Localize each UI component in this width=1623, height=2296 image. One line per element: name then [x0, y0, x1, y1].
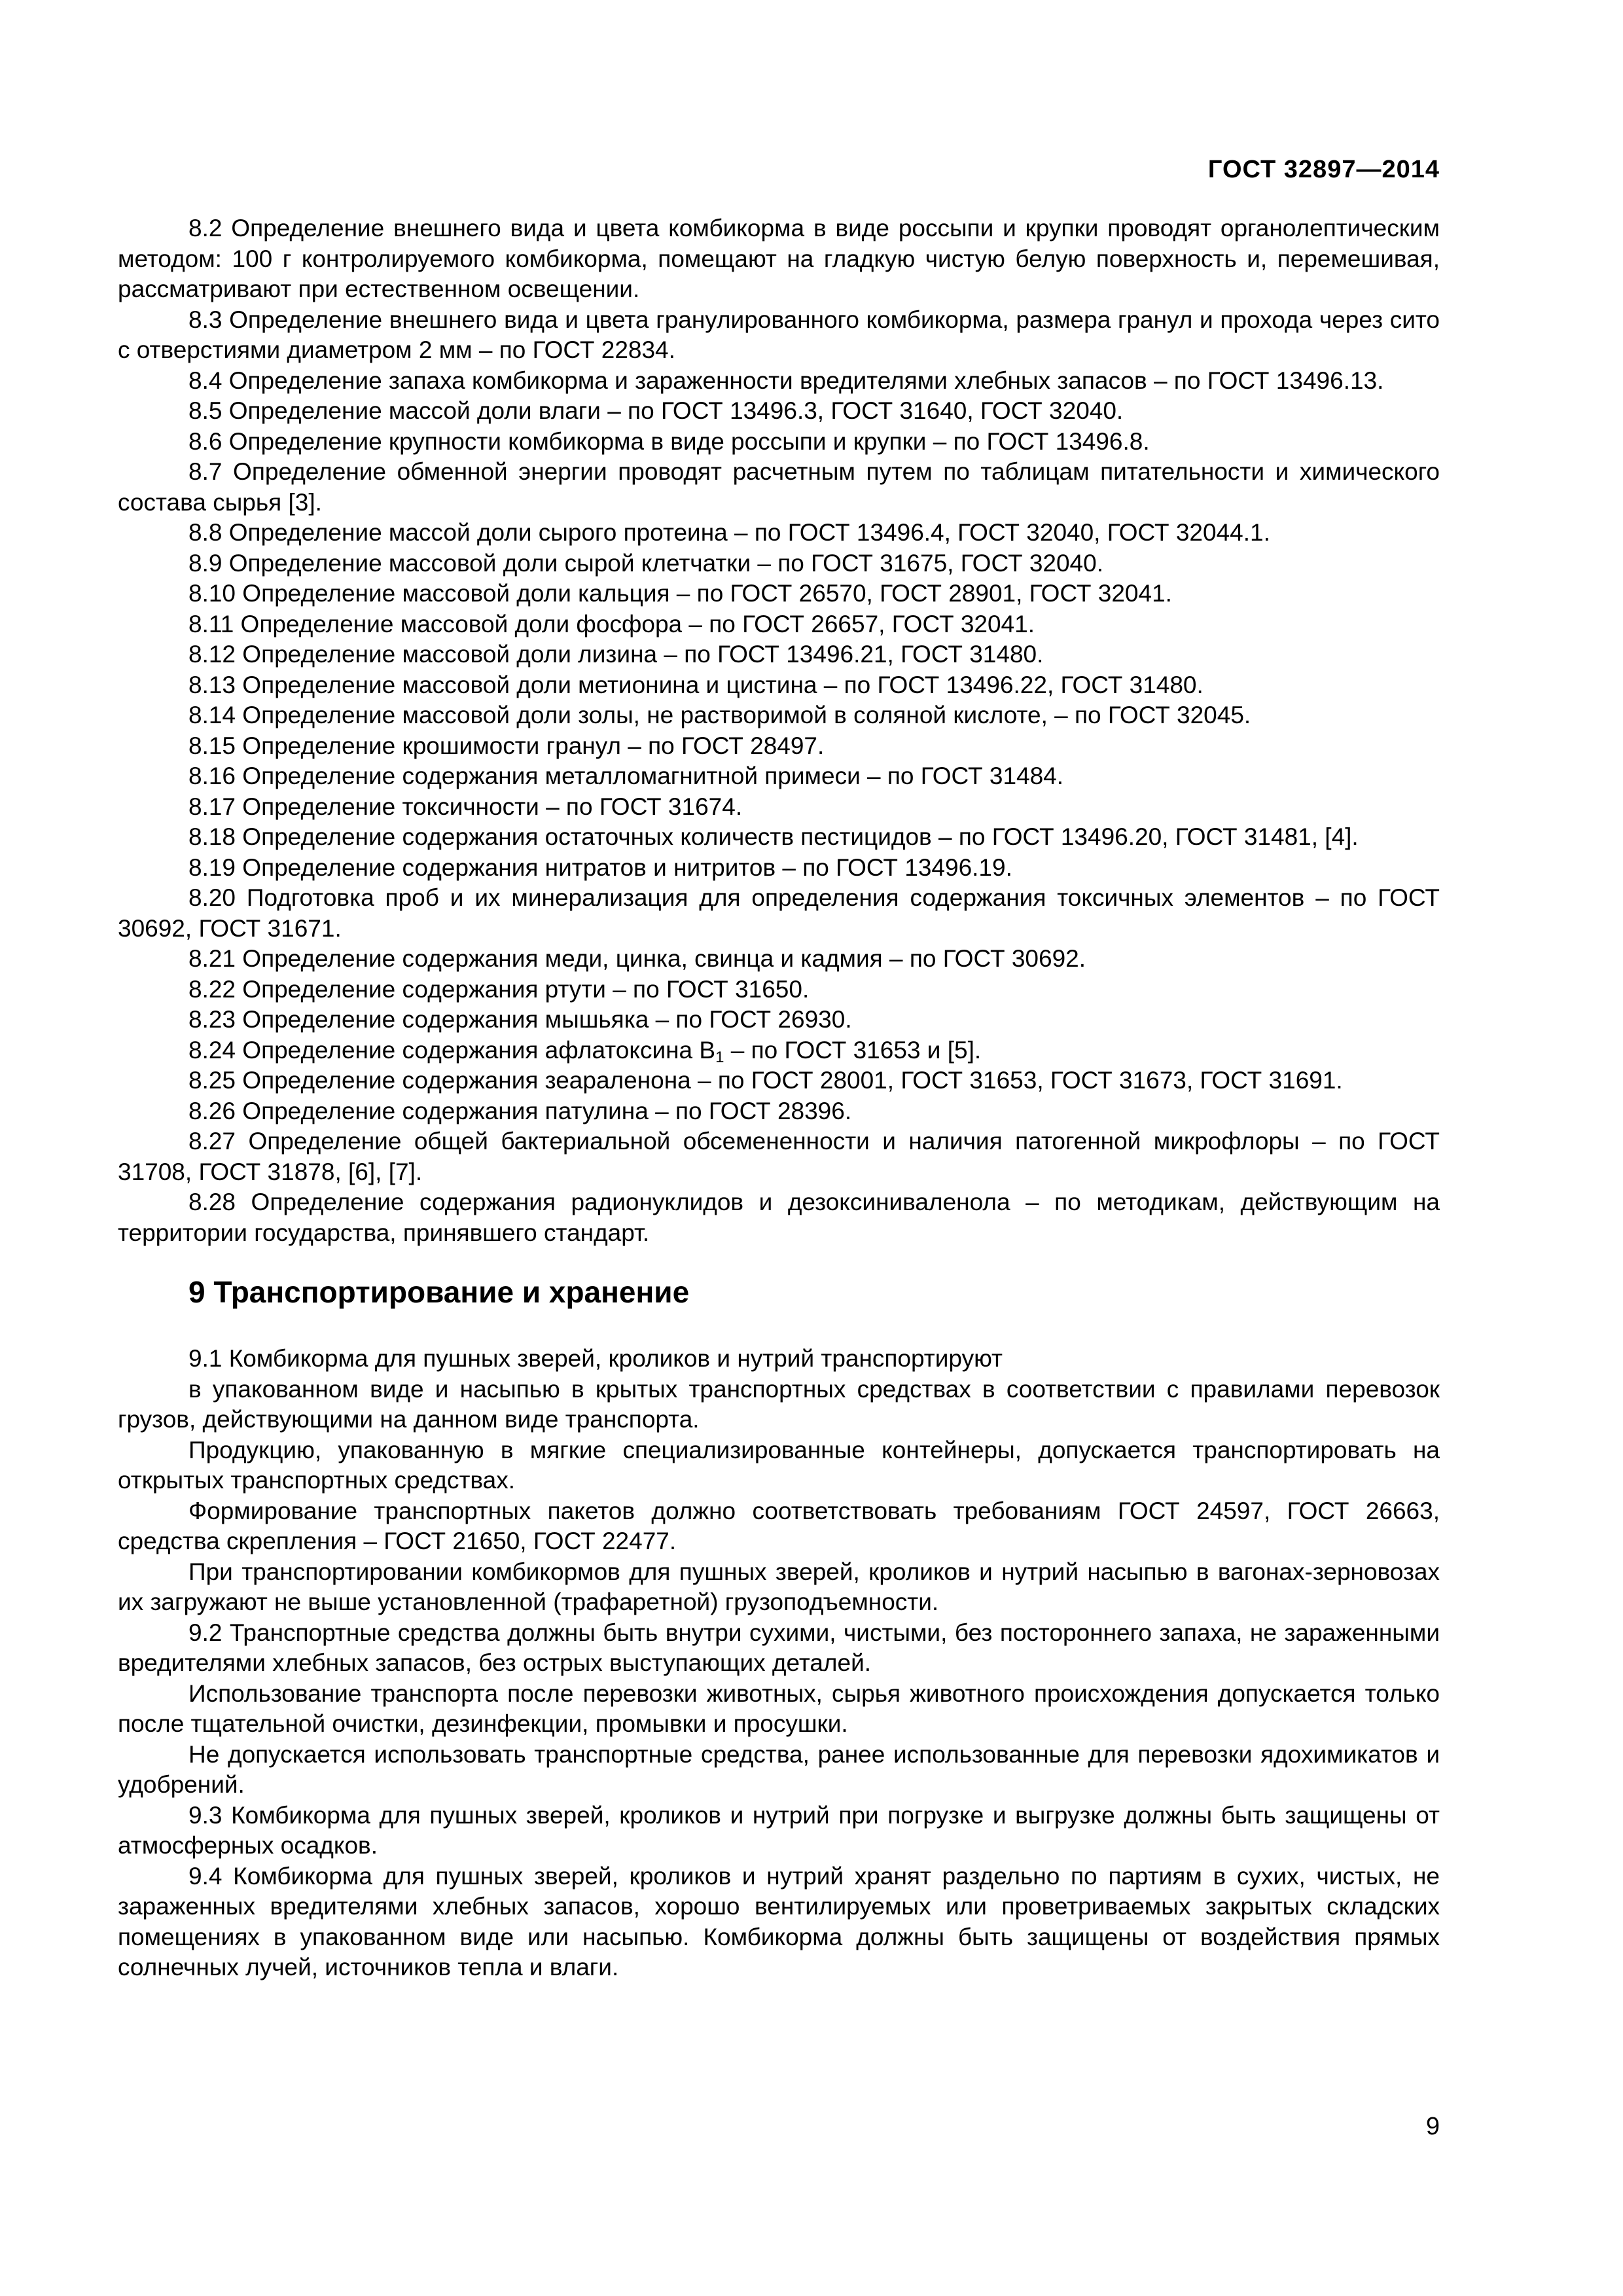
paragraph-8-14: 8.14 Определение массовой доли золы, не растворимой в соляной кислоте, – по ГОСТ 32045. — [188, 702, 1251, 728]
paragraph-9-1-cont: в упакованном виде и насыпью в крытых транспортных средствах в соответствии с правилами перевозок грузов, действующими на данном виде транспорта. — [118, 1375, 1440, 1433]
paragraph-8-24-text: 8.24 Определение содержания афлатоксина В — [188, 1036, 716, 1064]
section-9-heading: 9 Транспортирование и хранение — [188, 1275, 690, 1309]
paragraph-8-24-tail: – по ГОСТ 31653 и [5]. — [724, 1036, 982, 1064]
document-code-header: ГОСТ 32897—2014 — [1207, 156, 1440, 183]
paragraph-8-28: 8.28 Определение содержания радионуклидов и дезоксиниваленола – по методикам, действующим на территории государства, принявшего стандарт. — [118, 1189, 1440, 1246]
paragraph-8-26: 8.26 Определение содержания патулина – по ГОСТ 28396. — [188, 1097, 852, 1124]
paragraph-8-22: 8.22 Определение содержания ртути – по ГОСТ 31650. — [188, 975, 810, 1003]
paragraph-8-17: 8.17 Определение токсичности – по ГОСТ 31674. — [188, 793, 743, 820]
paragraph-9-2-restriction: Не допускается использовать транспортные средства, ранее использованные для перевозки ядохимикатов и удобрений. — [118, 1740, 1440, 1798]
paragraph-9-2-usage: Использование транспорта после перевозки животных, сырья животного происхождения допускается только после тщательной очистки, дезинфекции, промывки и просушки. — [118, 1679, 1440, 1737]
paragraph-9-3: 9.3 Комбикорма для пушных зверей, кроликов и нутрий при погрузке и выгрузке должны быть защищены от атмосферных осадков. — [118, 1801, 1440, 1859]
document-body — [118, 213, 1440, 1983]
paragraph-8-4: 8.4 Определение запаха комбикорма и зараженности вредителями хлебных запасов – по ГОСТ 13496.13. — [188, 367, 1384, 394]
page-number: 9 — [1425, 2113, 1440, 2140]
paragraph-8-24 — [118, 1035, 1440, 1066]
paragraph-8-15: 8.15 Определение крошимости гранул – по ГОСТ 28497. — [188, 732, 825, 759]
paragraph-8-21: 8.21 Определение содержания меди, цинка, свинца и кадмия – по ГОСТ 30692. — [188, 945, 1086, 972]
paragraph-9-1-wagons: При транспортировании комбикормов для пушных зверей, кроликов и нутрий насыпью в вагонах-зерновозах их загружают не выше установленной (трафаретной) грузоподъемности. — [118, 1558, 1440, 1615]
subscript-1: 1 — [715, 1048, 724, 1066]
paragraph-8-6: 8.6 Определение крупности комбикорма в виде россыпи и крупки – по ГОСТ 13496.8. — [188, 427, 1150, 455]
paragraph-8-10: 8.10 Определение массовой доли кальция – по ГОСТ 26570, ГОСТ 28901, ГОСТ 32041. — [188, 580, 1172, 607]
paragraph-9-2: 9.2 Транспортные средства должны быть внутри сухими, чистыми, без постороннего запаха, не зараженными вредителями хлебных запасов, без острых выступающих деталей. — [118, 1619, 1440, 1676]
paragraph-9-1-packets: Формирование транспортных пакетов должно соответствовать требованиям ГОСТ 24597, ГОСТ 26663, средства скрепления – ГОСТ 21650, ГОСТ 22477. — [118, 1497, 1440, 1554]
paragraph-8-18: 8.18 Определение содержания остаточных количеств пестицидов – по ГОСТ 13496.20, ГОСТ 31481, [4]. — [188, 823, 1359, 850]
paragraph-8-16: 8.16 Определение содержания металломагнитной примеси – по ГОСТ 31484. — [188, 762, 1064, 789]
paragraph-8-3: 8.3 Определение внешнего вида и цвета гранулированного комбикорма, размера гранул и прохода через сито с отверстиями диаметром 2 мм – по ГОСТ 22834. — [118, 306, 1440, 363]
paragraph-8-25: 8.25 Определение содержания зеараленона – по ГОСТ 28001, ГОСТ 31653, ГОСТ 31673, ГОСТ 31691. — [188, 1067, 1343, 1094]
paragraph-9-1-containers: Продукцию, упакованную в мягкие специализированные контейнеры, допускается транспортировать на открытых транспортных средствах. — [118, 1436, 1440, 1494]
paragraph-8-5: 8.5 Определение массой доли влаги – по ГОСТ 13496.3, ГОСТ 31640, ГОСТ 32040. — [188, 397, 1124, 424]
paragraph-8-12: 8.12 Определение массовой доли лизина – по ГОСТ 13496.21, ГОСТ 31480. — [188, 641, 1044, 668]
paragraph-9-4: 9.4 Комбикорма для пушных зверей, кроликов и нутрий хранят раздельно по партиям в сухих, чистых, не зараженных вредителями хлебных запасов, хорошо вентилируемых или проветриваемых закрытых складских помещениях в упакованном виде или насыпью. Комбикорма должны быть защищены от воздействия прямых солнечных лучей, источников тепла и влаги. — [118, 1862, 1440, 1981]
paragraph-8-2: 8.2 Определение внешнего вида и цвета комбикорма в виде россыпи и крупки проводят органолептическим методом: 100 г контролируемого комбикорма, помещают на гладкую чистую белую поверхность и, перемешивая, рассматривают при естественном освещении. — [118, 215, 1440, 302]
paragraph-9-1: 9.1 Комбикорма для пушных зверей, кроликов и нутрий транспортируют — [188, 1345, 1003, 1372]
paragraph-8-9: 8.9 Определение массовой доли сырой клетчатки – по ГОСТ 31675, ГОСТ 32040. — [188, 549, 1103, 577]
paragraph-8-27: 8.27 Определение общей бактериальной обсемененности и наличия патогенной микрофлоры – по ГОСТ 31708, ГОСТ 31878, [6], [7]. — [118, 1128, 1440, 1185]
paragraph-8-13: 8.13 Определение массовой доли метионина и цистина – по ГОСТ 13496.22, ГОСТ 31480. — [188, 671, 1204, 698]
paragraph-8-23: 8.23 Определение содержания мышьяка – по ГОСТ 26930. — [188, 1006, 852, 1033]
paragraph-8-8: 8.8 Определение массой доли сырого протеина – по ГОСТ 13496.4, ГОСТ 32040, ГОСТ 32044.1. — [188, 519, 1270, 546]
document-page — [118, 0, 1440, 2296]
paragraph-8-20: 8.20 Подготовка проб и их минерализация для определения содержания токсичных элементов – по ГОСТ 30692, ГОСТ 31671. — [118, 884, 1440, 942]
paragraph-8-11: 8.11 Определение массовой доли фосфора – по ГОСТ 26657, ГОСТ 32041. — [188, 610, 1035, 637]
paragraph-8-19: 8.19 Определение содержания нитратов и нитритов – по ГОСТ 13496.19. — [188, 853, 1012, 881]
paragraph-8-7: 8.7 Определение обменной энергии проводят расчетным путем по таблицам питательности и химического состава сырья [3]. — [118, 458, 1440, 516]
